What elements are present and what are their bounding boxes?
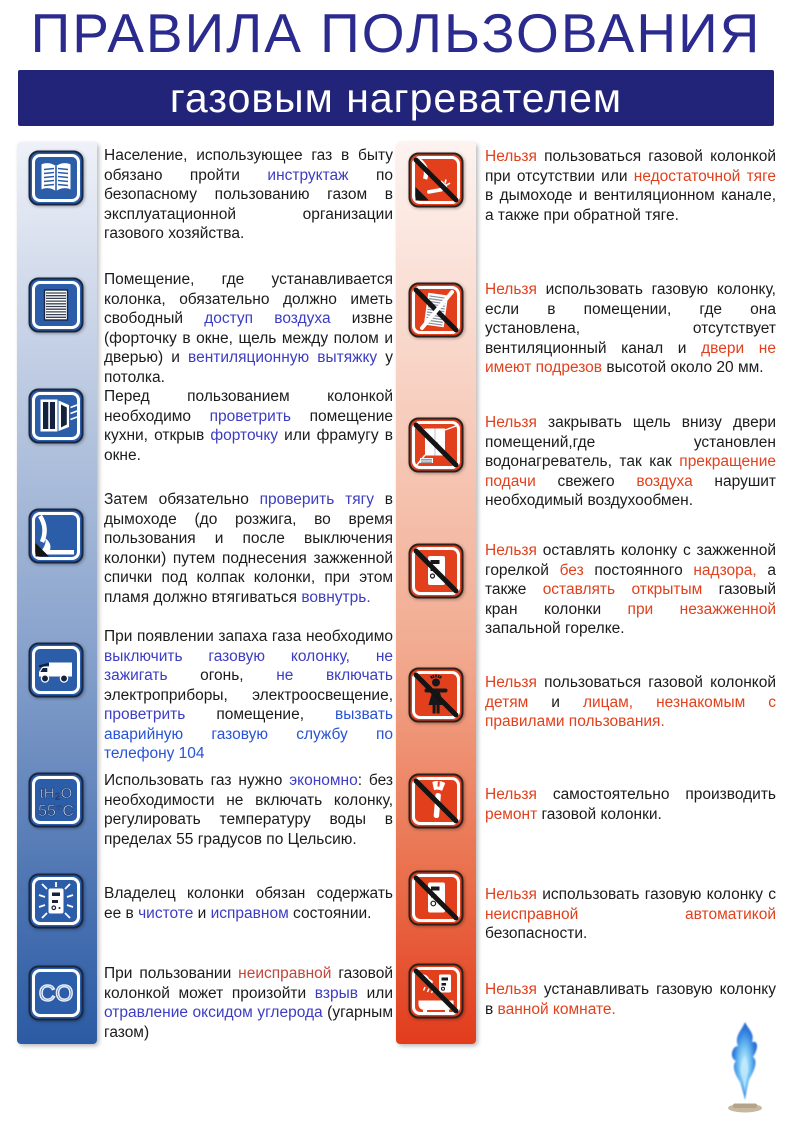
water-temp-label-top: tH₂O [39,785,73,802]
rule-text-left-1: Население, использующее газ в быту обязано пройти инструктаж по безопасному пользованию газом в эксплуатационной организации газового хозяйства. [104,147,394,242]
no-bathroom-installation-icon [408,963,464,1019]
carbon-monoxide-icon [28,965,84,1021]
rule-text-left-6: Использовать газ нужно экономно: без необходимости не включать колонку, регулировать температуру воды в пределах 55 градусов по Цельсию. [104,772,394,848]
co-label: CO [38,980,74,1006]
ventilation-grille-icon [28,277,84,333]
rule-text-right-8: Нельзя устанавливать газовую колонку в ванной комнате. [485,981,776,1018]
no-open-flame-icon [408,152,464,208]
no-unattended-heater-icon [408,543,464,599]
open-window-icon [28,388,84,444]
rule-text-left-5: При появлении запаха газа необходимо выключить газовую колонку, не зажигать огонь, не включать электроприборы, электроосвещение, проветрить помещение, вызвать аварийную газовую службу по телефону 104 [104,628,393,762]
rule-text-right-4: Нельзя оставлять колонку с зажженной горелкой без постоянного надзора, а также оставлять открытым газовый кран колонки при незажженной запальной горелке. [485,542,776,637]
rule-text-right-3: Нельзя закрывать щель внизу двери помещений,где установлен водонагреватель, так как прекращение подачи свежего воздуха нарушит необходимый воздухообмен. [485,414,777,509]
clean-heater-icon [28,873,84,929]
no-door-gap-icon [408,417,464,473]
rule-text-right-5: Нельзя пользоваться газовой колонкой детям и лицам, незнакомым с правилами пользования. [485,674,776,730]
open-book-icon [28,150,84,206]
no-self-repair-icon [408,773,464,829]
subtitle-text: газовым нагревателем [169,74,623,121]
rule-text-left-8: При пользовании неисправной газовой колонкой может произойти взрыв или отравление оксидом углерода (угарным газом) [104,965,393,1041]
page-title: ПРАВИЛА ПОЛЬЗОВАНИЯ [30,2,762,64]
water-temperature-icon [28,772,84,828]
rule-text-left-2: Помещение, где устанавливается колонка, обязательно должно иметь свободный доступ воздуха извне (форточку в окне, щель между полом и дверью) и вентиляционную вытяжку у потолка. [104,271,394,386]
rule-text-left-3: Перед пользованием колонкой необходимо проветрить помещение кухни, открыв форточку или фрамугу в окне. [104,388,394,464]
rule-text-right-1: Нельзя пользоваться газовой колонкой при отсутствии или недостаточной тяге в дымоходе и вентиляционном канале, а также при обратной тяге. [485,148,777,224]
gas-flame-image [712,1018,776,1118]
water-temp-label-bottom: 55°C [38,803,74,820]
no-faulty-automatics-icon [408,870,464,926]
rule-text-left-7: Владелец колонки обязан содержать ее в чистоте и исправном состоянии. [104,885,393,922]
subtitle-banner [18,70,774,126]
rule-text-right-6: Нельзя самостоятельно производить ремонт газовой колонки. [485,786,776,823]
no-children-icon [408,667,464,723]
no-ventilation-icon [408,282,464,338]
rule-text-right-2: Нельзя использовать газовую колонку, если в помещении, где она установлена, отсутствует вентиляционный канал и двери не имеют подрезов высотой около 20 мм. [485,281,776,376]
gas-service-truck-icon [28,642,84,698]
rule-text-left-4: Затем обязательно проверить тягу в дымоходе (до розжига, во время пользования и после выключения колонки) путем поднесения зажженной спички под колпак колонки, при этом пламя должно втягиваться вовнутрь. [104,491,393,606]
draft-check-icon [28,508,84,564]
rule-text-right-7: Нельзя использовать газовую колонку с неисправной автоматикой безопасности. [485,886,776,942]
